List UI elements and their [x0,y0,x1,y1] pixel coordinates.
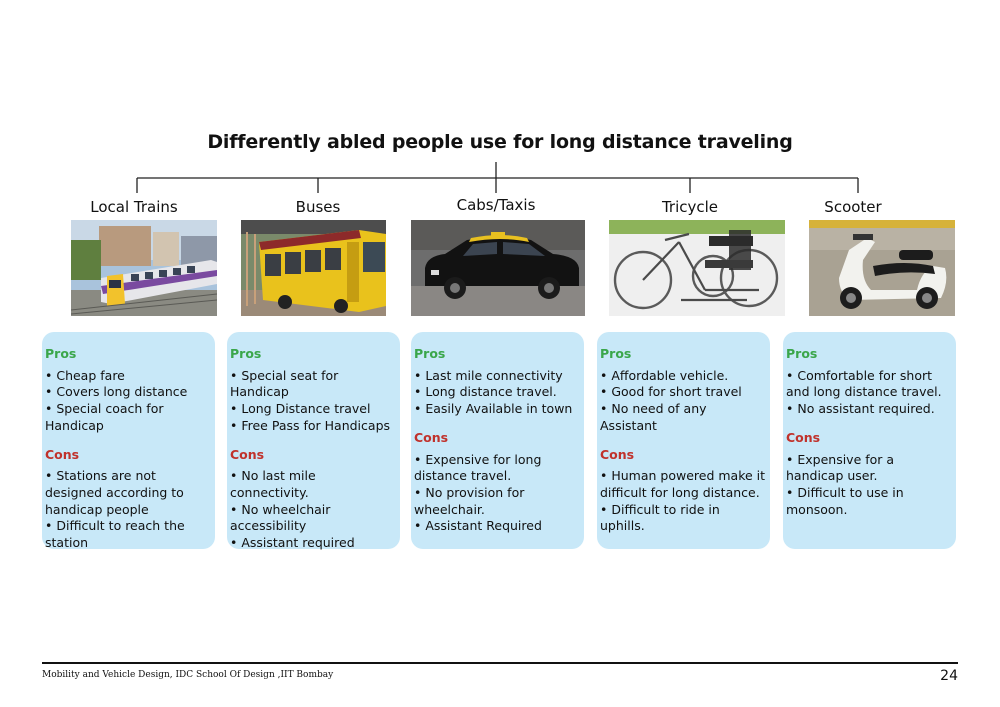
cons-heading: Cons [414,429,449,445]
pro-item: • Good for short travel [600,384,742,400]
pro-item: • Special seat for Handicap [230,367,339,400]
tricycle-photo [609,220,785,316]
con-item: • Assistant required [230,535,355,551]
card-local-trains [42,332,215,549]
pro-item: • Affordable vehicle. [600,367,729,383]
pro-item: • Easily Available in town [414,401,573,417]
pro-item: • Cheap fare [45,367,125,383]
pro-item: • Covers long distance [45,384,188,400]
footer-credit: Mobility and Vehicle Design, IDC School Of Design ,IIT Bombay [42,670,334,680]
pro-item: • No need of any Assistant [600,401,707,433]
scooter-photo [809,220,955,316]
con-item: • Assistant Required [414,518,542,534]
footer-divider [42,662,958,664]
diagram-title: Differently abled people use for long distance traveling [207,131,793,153]
con-item: • Difficult to use in monsoon. [786,484,904,517]
pros-heading: Pros [414,346,446,361]
cons-heading: Cons [600,446,635,462]
con-item: • Human powered make it difficult for long distance. [600,468,766,500]
card-buses [227,332,400,549]
con-item: • Difficult to reach the station [45,518,185,551]
pro-item: • Last mile connectivity [414,367,563,383]
cons-heading: Cons [786,429,821,445]
label-scooter: Scooter [824,198,882,216]
bus-photo [241,220,386,316]
card-cabs-taxis [411,332,584,549]
pro-item: • Long Distance travel [230,401,371,417]
con-item: • No provision for wheelchair. [414,484,525,517]
pro-item: • Long distance travel. [414,384,557,400]
pros-heading: Pros [230,346,262,361]
con-item: • No wheelchair accessibility [230,501,331,534]
con-item: • No last mile connectivity. [230,468,316,500]
pros-heading: Pros [45,346,77,361]
taxi-photo [411,220,585,316]
card-scooter [783,332,956,549]
pros-heading: Pros [786,346,818,361]
card-tricycle [597,332,770,549]
cons-heading: Cons [45,446,80,462]
con-item: • Expensive for a handicap user. [786,451,895,484]
label-tricycle: Tricycle [661,198,719,216]
con-item: • Expensive for long distance travel. [414,451,542,484]
pro-item: • Free Pass for Handicaps [230,417,391,433]
pros-heading: Pros [600,346,632,361]
label-buses: Buses [295,198,341,216]
page-number: 24 [940,668,958,684]
con-item: • Stations are not designed according to handicap people [45,468,184,517]
pro-item: • Special coach for Handicap [45,401,164,433]
label-local-trains: Local Trains [90,198,178,216]
pro-item: • No assistant required. [786,401,935,417]
train-photo [71,220,217,316]
cons-heading: Cons [230,446,265,462]
label-cabs-taxis: Cabs/Taxis [456,196,536,214]
con-item: • Difficult to ride in uphills. [600,501,720,534]
pro-item: • Comfortable for short and long distance travel. [786,367,942,400]
